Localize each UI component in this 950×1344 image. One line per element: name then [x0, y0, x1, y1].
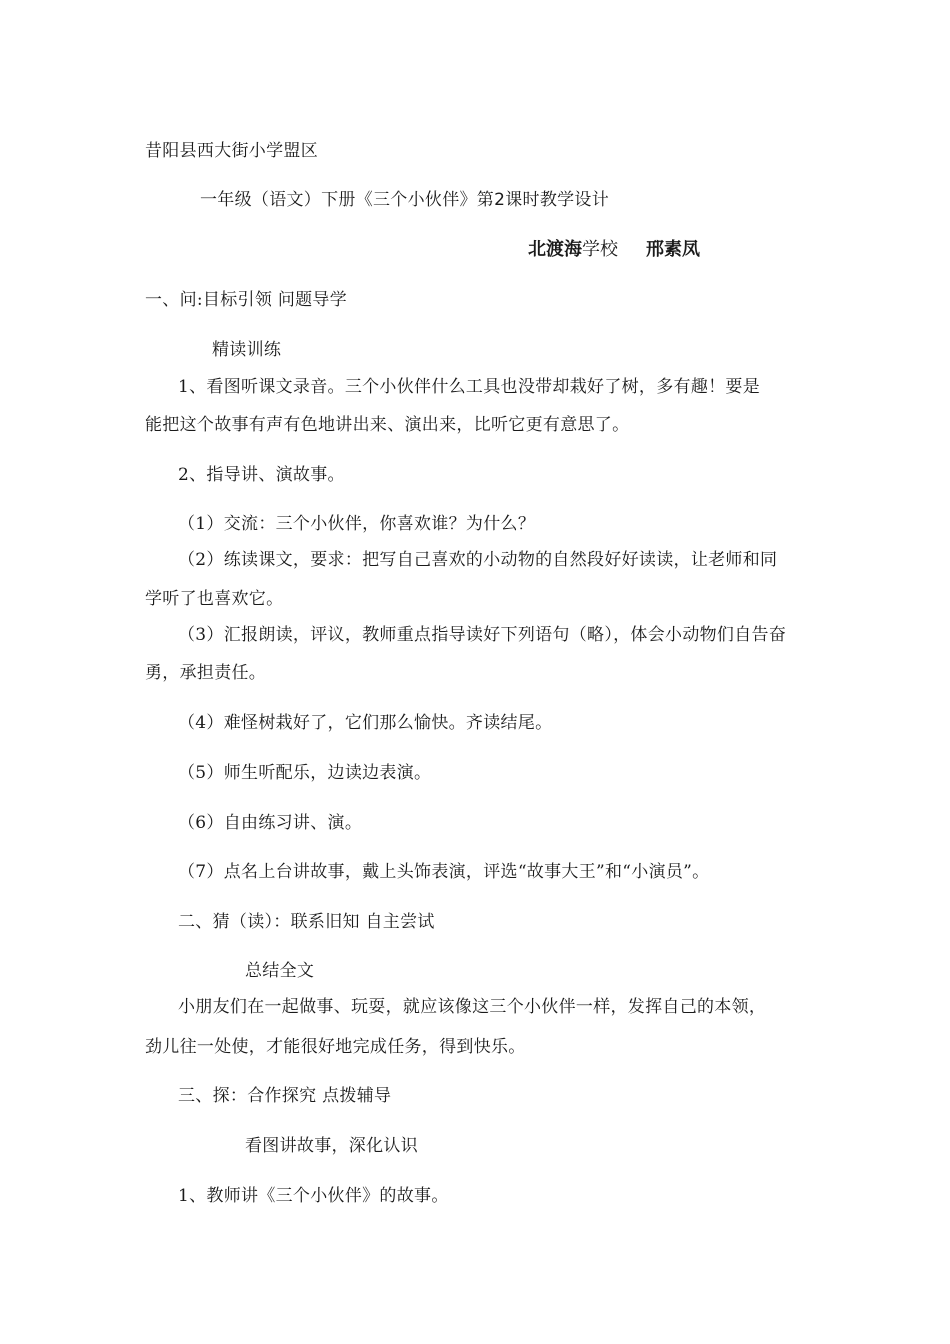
section-heading-1: 一、问:目标引领 问题导学 — [145, 290, 348, 310]
paragraph-line: 能把这个故事有声有色地讲出来、演出来，比听它更有意思了。 — [145, 415, 630, 435]
author-school-rest: 学校 — [582, 239, 618, 260]
lesson-title-number: 2 — [494, 190, 506, 210]
paragraph-line: （5）师生听配乐，边读边表演。 — [178, 763, 432, 783]
lesson-title-pre: 一年级（语文）下册《三个小伙伴》第 — [200, 190, 495, 210]
lesson-title — [200, 189, 609, 211]
paragraph-line: 1、看图听课文录音。三个小伙伴什么工具也没带却栽好了树，多有趣！要是 — [178, 377, 761, 397]
author-school-bold: 北渡海 — [528, 239, 582, 260]
paragraph-line: 勇，承担责任。 — [145, 663, 267, 683]
paragraph-line: （7）点名上台讲故事，戴上头饰表演，评选“故事大王”和“小演员”。 — [178, 862, 710, 882]
school-district: 昔阳县西大街小学盟区 — [145, 141, 318, 161]
paragraph-line: 小朋友们在一起做事、玩耍，就应该像这三个小伙伴一样，发挥自己的本领， — [178, 997, 767, 1017]
paragraph-line: （6）自由练习讲、演。 — [178, 813, 363, 833]
paragraph-line: （3）汇报朗读，评议，教师重点指导读好下列语句（略），体会小动物们自告奋 — [178, 625, 787, 645]
lesson-title-post: 课时教学设计 — [505, 190, 610, 210]
author-name: 邢素凤 — [646, 239, 700, 260]
author-line — [528, 238, 700, 262]
paragraph-line: （2）练读课文，要求：把写自己喜欢的小动物的自然段好好读读，让老师和同 — [178, 550, 778, 570]
subheading-intensive-reading: 精读训练 — [212, 340, 282, 360]
paragraph-line: 学听了也喜欢它。 — [145, 589, 284, 609]
paragraph-line: 劲儿往一处使，才能很好地完成任务，得到快乐。 — [145, 1037, 526, 1057]
paragraph-line: 2、指导讲、演故事。 — [178, 465, 345, 485]
paragraph-line: 1、教师讲《三个小伙伴》的故事。 — [178, 1186, 449, 1206]
subheading-summary: 总结全文 — [245, 961, 315, 981]
paragraph-line: （4）难怪树栽好了，它们那么愉快。齐读结尾。 — [178, 713, 553, 733]
paragraph-line: （1）交流：三个小伙伴，你喜欢谁？为什么？ — [178, 514, 536, 534]
section-heading-2: 二、猜（读）：联系旧知 自主尝试 — [178, 912, 435, 932]
subheading-picture-story: 看图讲故事，深化认识 — [245, 1136, 418, 1156]
section-heading-3: 三、探：合作探究 点拨辅导 — [178, 1086, 392, 1106]
